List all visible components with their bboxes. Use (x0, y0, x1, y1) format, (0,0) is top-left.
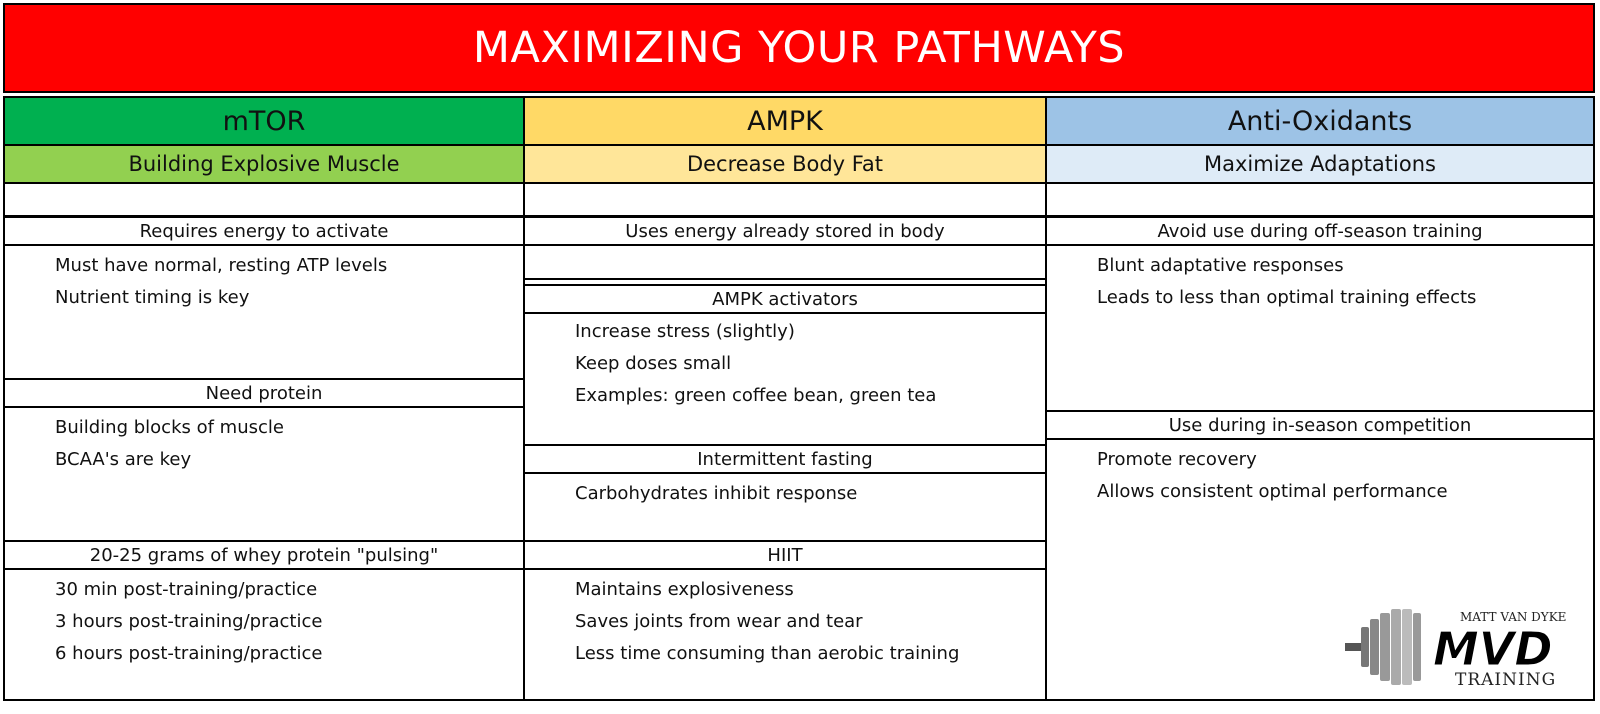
section-heading: HIIT (525, 540, 1045, 570)
list-item: Less time consuming than aerobic training (575, 643, 960, 664)
column-header-ampk: AMPK (525, 98, 1045, 146)
section-heading: Use during in-season competition (1047, 410, 1593, 440)
logo-mark: MVD (1433, 622, 1553, 676)
column-subheader-mtor: Building Explosive Muscle (5, 146, 523, 184)
section-heading: Avoid use during off-season training (1047, 216, 1593, 246)
column-subheader-anti-oxidants: Maximize Adaptations (1047, 146, 1593, 184)
list-item: BCAA's are key (55, 449, 192, 470)
list-item: Keep doses small (575, 353, 732, 374)
list-item: Maintains explosiveness (575, 579, 794, 600)
column-ampk (523, 96, 1047, 701)
barbell-plate-icon (1345, 609, 1421, 685)
blank-row (525, 184, 1045, 217)
list-item: Must have normal, resting ATP levels (55, 255, 388, 276)
column-subheader-ampk: Decrease Body Fat (525, 146, 1045, 184)
section-heading: 20-25 grams of whey protein "pulsing" (5, 540, 523, 570)
list-item: Blunt adaptative responses (1097, 255, 1344, 276)
list-item: 3 hours post-training/practice (55, 611, 323, 632)
blank-row (1047, 184, 1593, 217)
logo-bottom-text: TRAINING (1455, 670, 1557, 690)
list-item: Nutrient timing is key (55, 287, 250, 308)
logo-top-text: MATT VAN DYKE (1460, 610, 1567, 624)
list-item: Examples: green coffee bean, green tea (575, 385, 937, 406)
list-item: Leads to less than optimal training effects (1097, 287, 1477, 308)
blank-row (5, 184, 523, 217)
mvd-training-logo (1345, 605, 1567, 690)
section-heading: Intermittent fasting (525, 444, 1045, 474)
list-item: Building blocks of muscle (55, 417, 284, 438)
section-heading: Need protein (5, 378, 523, 408)
page-title: MAXIMIZING YOUR PATHWAYS (3, 3, 1595, 93)
column-header-anti-oxidants: Anti-Oxidants (1047, 98, 1593, 146)
section-heading: Uses energy already stored in body (525, 216, 1045, 246)
list-item: Saves joints from wear and tear (575, 611, 863, 632)
section-heading: Requires energy to activate (5, 216, 523, 246)
list-item: Allows consistent optimal performance (1097, 481, 1448, 502)
list-item: Promote recovery (1097, 449, 1257, 470)
list-item: 6 hours post-training/practice (55, 643, 323, 664)
list-item: Increase stress (slightly) (575, 321, 795, 342)
list-item: Carbohydrates inhibit response (575, 483, 858, 504)
column-mtor (3, 96, 525, 701)
blank-row (525, 245, 1045, 280)
list-item: 30 min post-training/practice (55, 579, 318, 600)
column-header-mtor: mTOR (5, 98, 523, 146)
section-heading: AMPK activators (525, 284, 1045, 314)
